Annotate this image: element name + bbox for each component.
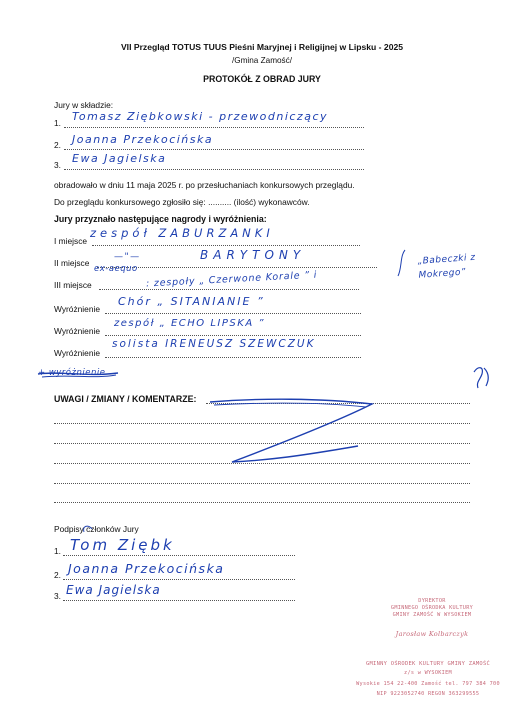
signature-1-handwritten: Tom Ziębk — [70, 536, 175, 554]
signature-3-num: 3. — [54, 591, 61, 601]
award-row-2-label: II miejsce — [54, 258, 90, 268]
director-stamp-signature: Jarosław Kolbarczyk — [395, 630, 469, 638]
award-row-3-line — [99, 289, 359, 290]
jury-member-1-line — [64, 127, 364, 128]
award-row-6-handwritten: solista IRENEUSZ SZEWCZUK — [112, 338, 316, 350]
office-stamp-line-1: GMINNY OŚRODEK KULTURY GMINY ZAMOŚĆ — [365, 661, 491, 667]
award-row-4-line — [105, 313, 361, 314]
ditto-mark: —"— — [114, 252, 141, 262]
office-stamp-line-3: Wysokie 154 22-400 Zamość tel. 797 384 700 — [356, 681, 500, 687]
jury-member-3-handwritten: Ewa Jagielska — [72, 152, 167, 165]
award-row-3-handwritten: : zespoły „ Czerwone Korale ” i — [145, 269, 318, 290]
protocol-title: PROTOKÓŁ Z OBRAD JURY — [203, 74, 321, 84]
remarks-line-3 — [54, 443, 470, 444]
document-title: VII Przegląd TOTUS TUUS Pieśni Maryjnej i Religijnej w Lipsku - 2025 — [120, 42, 404, 52]
award-row-3-label: III miejsce — [54, 280, 92, 290]
side-note-bracket — [398, 250, 405, 276]
award-row-2-line — [97, 267, 377, 268]
award-row-1-handwritten: zespół ZABURZANKI — [90, 226, 274, 240]
office-stamp-line-4: NIP 9223052740 REGON 363299555 — [376, 691, 480, 697]
document-subtitle: /Gmina Zamość/ — [231, 56, 293, 65]
award-row-5-label: Wyróżnienie — [54, 326, 101, 336]
award-row-5-line — [105, 335, 361, 336]
award-row-6-label: Wyróżnienie — [54, 348, 101, 358]
remarks-line-2 — [54, 423, 470, 424]
jury-member-2-line — [64, 149, 364, 150]
session-date-text: obradowało w dniu 11 maja 2025 r. po przesłuchaniach konkursowych przeglądu. — [54, 180, 355, 190]
director-stamp-line-3: GMINY ZAMOŚĆ W WYSOKIEM — [392, 612, 472, 618]
jury-member-3-num: 3. — [54, 160, 61, 170]
award-row-2-handwritten: BARYTONY — [200, 248, 306, 262]
jury-member-3-line — [64, 169, 364, 170]
jury-member-2-handwritten: Joanna Przekocińska — [72, 133, 214, 146]
remarks-line-1 — [206, 403, 470, 404]
remarks-line-4 — [54, 463, 470, 464]
crossed-out-note: + wyróżnienie — [38, 368, 106, 378]
remarks-line-6 — [54, 502, 470, 503]
signature-1-line — [63, 555, 295, 556]
director-stamp-line-1: DYREKTOR — [418, 598, 446, 604]
signature-2-line — [63, 579, 295, 580]
remarks-line-5 — [54, 483, 470, 484]
side-note-babeczki: „Babeczki z Mokrego” — [417, 252, 476, 281]
award-row-4-handwritten: Chór „ SITANIANIE ” — [118, 295, 265, 308]
jury-member-1-num: 1. — [54, 118, 61, 128]
signature-2-num: 2. — [54, 570, 61, 580]
signature-1-num: 1. — [54, 546, 61, 556]
signature-2-handwritten: Joanna Przekocińska — [68, 561, 225, 576]
initials-mark — [474, 368, 488, 388]
award-row-1-line — [92, 245, 360, 246]
director-stamp-line-2: GMINNEGO OŚRODKA KULTURY — [390, 605, 474, 611]
award-row-4-label: Wyróżnienie — [54, 304, 101, 314]
award-row-6-line — [105, 357, 361, 358]
signatures-label: Podpisy członków Jury — [54, 524, 139, 534]
signature-3-handwritten: Ewa Jagielska — [66, 583, 161, 597]
awards-heading: Jury przyznało następujące nagrody i wyróżnienia: — [54, 214, 267, 224]
award-row-5-handwritten: zespół „ ECHO LIPSKA ” — [114, 318, 266, 329]
office-stamp-line-2: z/s w WYSOKIEM — [404, 670, 452, 676]
participants-count-text: Do przeglądu konkursowego zgłosiło się: .......... (ilość) wykonawców. — [54, 197, 310, 207]
jury-member-2-num: 2. — [54, 140, 61, 150]
jury-label: Jury w składzie: — [54, 100, 114, 110]
ex-aequo-note: ex-aequo — [94, 264, 138, 274]
jury-member-1-handwritten: Tomasz Ziębkowski - przewodniczący — [72, 110, 329, 123]
signature-3-line — [63, 600, 295, 601]
award-row-1-label: I miejsce — [54, 236, 88, 246]
remarks-heading: UWAGI / ZMIANY / KOMENTARZE: — [54, 394, 197, 404]
remarks-z-crossing — [210, 399, 372, 462]
